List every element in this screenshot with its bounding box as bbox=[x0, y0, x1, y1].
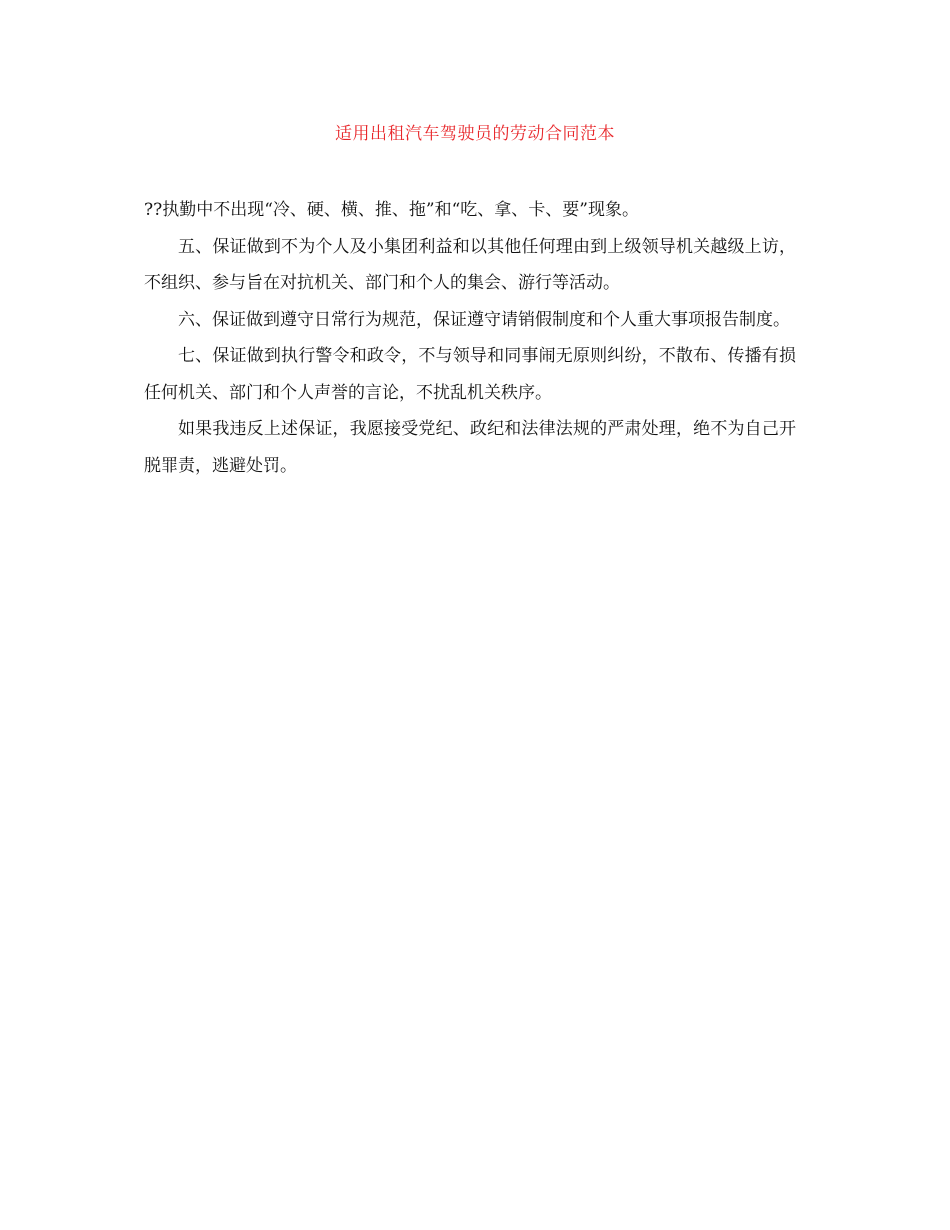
paragraph-item-6: 六、保证做到遵守日常行为规范，保证遵守请销假制度和个人重大事项报告制度。 bbox=[178, 309, 790, 330]
paragraph-item-5: 五、保证做到不为个人及小集团利益和以其他任何理由到上级领导机关越级上访，不组织、参与旨在对抗机关、部门和个人的集会、游行等活动。 bbox=[144, 236, 796, 293]
document-title: 适用出租汽车驾驶员的劳动合同范本 bbox=[335, 124, 615, 144]
paragraph-continuation: ??执勤中不出现“冷、硬、横、推、拖”和“吃、拿、卡、要”现象。 bbox=[144, 200, 639, 220]
document-body bbox=[144, 192, 796, 484]
paragraph-closing: 如果我违反上述保证，我愿接受党纪、政纪和法律法规的严肃处理，绝不为自己开脱罪责，逃避处罚。 bbox=[144, 419, 796, 476]
paragraph-item-7: 七、保证做到执行警令和政令，不与领导和同事闹无原则纠纷，不散布、传播有损任何机关、部门和个人声誉的言论，不扰乱机关秩序。 bbox=[144, 346, 796, 403]
